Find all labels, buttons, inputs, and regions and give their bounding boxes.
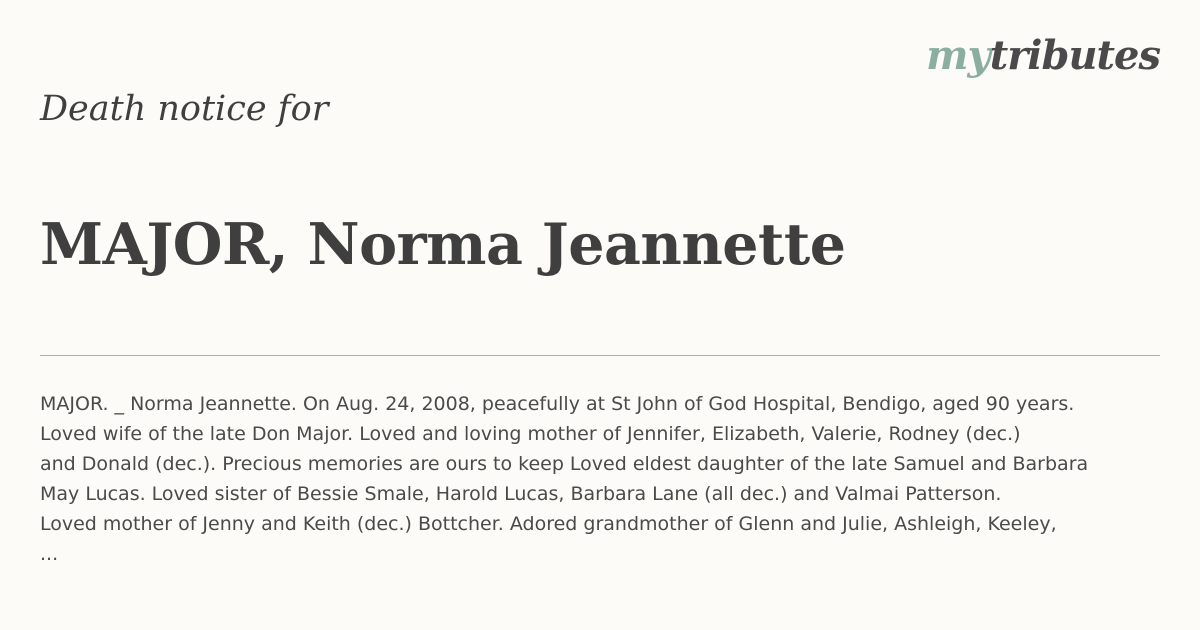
deceased-name: MAJOR, Norma Jeannette	[40, 211, 846, 278]
logo-my: my	[926, 32, 990, 79]
notice-ellipsis: ...	[40, 543, 59, 565]
notice-line: MAJOR. _ Norma Jeannette. On Aug. 24, 2008, peacefully at St John of God Hospital, Bendigo, aged 90 years.	[40, 393, 1075, 415]
mytributes-logo[interactable]	[926, 32, 1160, 79]
notice-line: Loved mother of Jenny and Keith (dec.) Bottcher. Adored grandmother of Glenn and Julie, Ashleigh, Keeley,	[40, 513, 1057, 535]
divider	[40, 355, 1160, 356]
notice-body	[40, 389, 1160, 569]
notice-line: May Lucas. Loved sister of Bessie Smale, Harold Lucas, Barbara Lane (all dec.) and Valmai Patterson.	[40, 483, 1002, 505]
notice-line: Loved wife of the late Don Major. Loved and loving mother of Jennifer, Elizabeth, Valerie, Rodney (dec.)	[40, 423, 1021, 445]
notice-label: Death notice for	[40, 89, 329, 129]
notice-line: and Donald (dec.). Precious memories are ours to keep Loved eldest daughter of the late Samuel and Barbara	[40, 453, 1089, 475]
logo-tributes: tributes	[989, 32, 1160, 79]
